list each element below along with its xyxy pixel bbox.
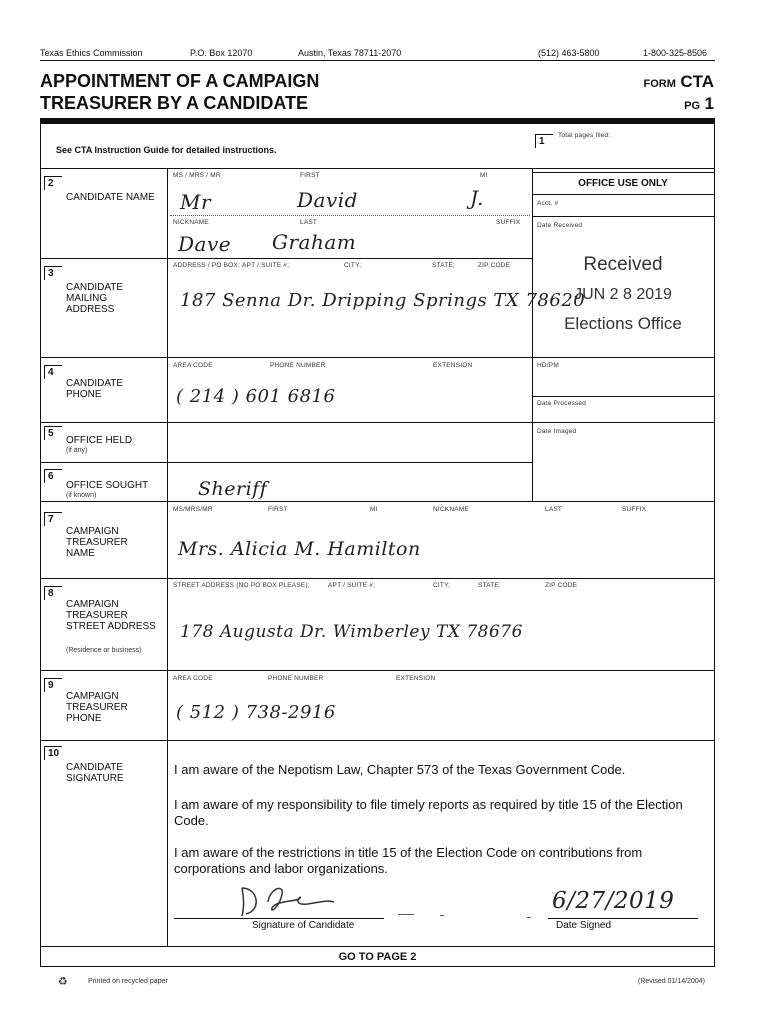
section-2-label: CANDIDATE NAME [66, 192, 155, 203]
treasurer-city-label: CITY; [433, 582, 451, 589]
date-imaged-label: Date Imaged [537, 428, 577, 435]
section-4-number: 4 [44, 365, 62, 379]
recycled-paper-note: Printed on recycled paper [88, 978, 168, 985]
office-use-title-rule [532, 194, 714, 195]
agency-tollfree: 1-800-325-8506 [643, 48, 708, 58]
treasurer-phone-value[interactable]: ( 512 ) 738-2916 [176, 702, 336, 723]
signature-label: Signature of Candidate [252, 920, 355, 931]
candidate-phone-value[interactable]: ( 214 ) 601 6816 [176, 386, 336, 407]
mailing-address-value[interactable]: 187 Senna Dr. Dripping Springs TX 78620 [180, 290, 586, 311]
section-3-number: 3 [44, 266, 62, 280]
candidate-phone-number-label: PHONE NUMBER [270, 362, 326, 369]
form-title-line1: APPOINTMENT OF A CAMPAIGN [40, 71, 320, 91]
mailing-state-label: STATE; [432, 262, 455, 269]
candidate-title-label: MS / MRS / MR [173, 172, 221, 179]
candidate-first-value[interactable]: David [297, 188, 358, 212]
date-received-label: Date Received [537, 222, 583, 229]
agency-phone: (512) 463-5800 [538, 48, 600, 58]
section-5-number: 5 [44, 426, 62, 440]
candidate-nickname-label: NICKNAME [173, 219, 209, 226]
treasurer-last-label: LAST [545, 506, 563, 513]
treasurer-address-value[interactable]: 178 Augusta Dr. Wimberley TX 78676 [180, 622, 523, 642]
section-6-rule [40, 501, 715, 502]
section-9-rule [40, 740, 715, 741]
mailing-apt-label: APT / SUITE #; [242, 262, 290, 269]
received-stamp-line1: Received [583, 254, 663, 275]
form-bottom-border [40, 966, 715, 967]
candidate-mi-label: MI [480, 172, 488, 179]
treasurer-street-label: STREET ADDRESS (NO PO BOX PLEASE); [173, 582, 310, 589]
candidate-mi-value[interactable]: J. [470, 186, 484, 210]
section-7-rule [40, 578, 715, 579]
mailing-city-label: CITY; [344, 262, 362, 269]
treasurer-title-label: MS/MRS/MR [173, 506, 213, 513]
form-left-border [40, 124, 41, 967]
dash-3 [527, 917, 531, 918]
treasurer-zip-label: ZIP CODE [545, 582, 578, 589]
section-8-sub: (Residence or business) [66, 647, 142, 654]
date-processed-label: Date Processed [537, 400, 587, 407]
office-use-top-rule [532, 172, 714, 173]
section-5-sub: (if any) [66, 447, 88, 454]
mailing-zip-label: ZIP CODE [478, 262, 511, 269]
section-2-number: 2 [44, 176, 62, 190]
reporting-statement: I am aware of my responsibility to file timely reports as required by title 15 of the Election Code. [174, 797, 683, 828]
section-5-rule [40, 462, 533, 463]
section-4-rule [40, 422, 533, 423]
revision-date: (Revised 01/14/2004) [638, 978, 705, 985]
treasurer-name-value[interactable]: Mrs. Alicia M. Hamilton [178, 538, 421, 560]
section-9-number: 9 [44, 678, 62, 692]
treasurer-state-label: STATE; [478, 582, 501, 589]
treasurer-area-code-label: AREA CODE [173, 675, 213, 682]
total-pages-label: Total pages filed: [558, 132, 611, 139]
section-3-rule [40, 357, 715, 358]
section-6-label: OFFICE SOUGHT [66, 480, 149, 491]
form-top-bar [40, 118, 715, 124]
section-10-number: 10 [44, 746, 62, 760]
received-stamp-office: Elections Office [564, 314, 682, 333]
section-8-rule [40, 670, 715, 671]
candidate-suffix-label: SUFFIX [496, 219, 521, 226]
row-rule-top [40, 168, 715, 169]
goto-top-rule [40, 946, 715, 947]
agency-city: Austin, Texas 78711-2070 [298, 48, 402, 58]
section-8-number: 8 [44, 586, 62, 600]
treasurer-extension-label: EXTENSION [396, 675, 436, 682]
acct-rule [532, 216, 714, 217]
form-title-line2: TREASURER BY A CANDIDATE [40, 93, 309, 113]
section-6-number: 6 [44, 469, 62, 483]
candidate-title-value[interactable]: Mr [180, 190, 212, 214]
nepotism-statement: I am aware of the Nepotism Law, Chapter 573 of the Texas Government Code. [174, 762, 626, 777]
header-rule [40, 60, 715, 61]
instructions-text: See CTA Instruction Guide for detailed instructions. [56, 145, 277, 155]
office-use-title: OFFICE USE ONLY [578, 178, 668, 189]
treasurer-nickname-label: NICKNAME [433, 506, 469, 513]
hdpm-rule [532, 396, 714, 397]
form-code-block [643, 72, 714, 114]
section-7-label: CAMPAIGN TREASURER NAME [66, 526, 128, 559]
form-prefix: FORM [643, 78, 676, 90]
candidate-area-code-label: AREA CODE [173, 362, 213, 369]
goto-page-2: GO TO PAGE 2 [338, 951, 417, 963]
mailing-address-label: ADDRESS / PO BOX; [173, 262, 240, 269]
page-prefix: PG [684, 100, 701, 112]
candidate-name-dotted-rule [170, 215, 530, 216]
candidate-last-value[interactable]: Graham [272, 230, 357, 254]
section-8-label: CAMPAIGN TREASURER STREET ADDRESS [66, 599, 156, 632]
date-signed-value[interactable]: 6/27/2019 [552, 888, 675, 914]
signature-column-divider [167, 740, 168, 946]
candidate-signature-drawing[interactable] [228, 880, 338, 920]
label-column-divider [167, 168, 168, 748]
section-3-label: CANDIDATE MAILING ADDRESS [66, 282, 124, 315]
candidate-first-label: FIRST [300, 172, 320, 179]
page-number: 1 [704, 94, 714, 113]
form-code: CTA [680, 72, 714, 91]
office-sought-value[interactable]: Sheriff [198, 478, 268, 500]
agency-po-box: P.O. Box 12070 [190, 48, 253, 58]
candidate-nickname-value[interactable]: Dave [178, 232, 232, 256]
contributions-statement: I am aware of the restrictions in title 15 of the Election Code on contributions from corporations and labor organizations. [174, 845, 643, 876]
signature-line [174, 918, 384, 919]
treasurer-phone-number-label: PHONE NUMBER [268, 675, 324, 682]
office-use-divider [532, 168, 533, 501]
dash-1 [398, 914, 414, 915]
treasurer-mi-label: MI [370, 506, 378, 513]
treasurer-first-label: FIRST [268, 506, 288, 513]
form-right-border [714, 124, 715, 967]
acct-label: Acct. # [537, 200, 559, 207]
section-9-label: CAMPAIGN TREASURER PHONE [66, 691, 128, 724]
agency-name: Texas Ethics Commission [40, 48, 143, 58]
candidate-last-label: LAST [300, 219, 318, 226]
date-signed-label: Date Signed [556, 920, 612, 931]
form-title [40, 70, 319, 114]
date-processed-rule [532, 422, 714, 423]
candidate-extension-label: EXTENSION [433, 362, 473, 369]
treasurer-suffix-label: SUFFIX [622, 506, 647, 513]
section-5-label: OFFICE HELD [66, 435, 133, 446]
date-signed-line [548, 918, 698, 919]
section-10-label: CANDIDATE SIGNATURE [66, 762, 124, 784]
treasurer-apt-label: APT / SUITE #; [328, 582, 376, 589]
received-stamp-date: JUN 2 8 2019 [574, 286, 672, 303]
total-pages-number: 1 [535, 134, 553, 148]
section-2-rule [40, 258, 533, 259]
recycle-icon: ♻ [58, 976, 68, 988]
dash-2 [440, 915, 444, 916]
section-6-sub: (if known) [66, 492, 97, 499]
hdpm-label: HD/PM [537, 362, 559, 369]
section-7-number: 7 [44, 512, 62, 526]
section-4-label: CANDIDATE PHONE [66, 378, 124, 400]
